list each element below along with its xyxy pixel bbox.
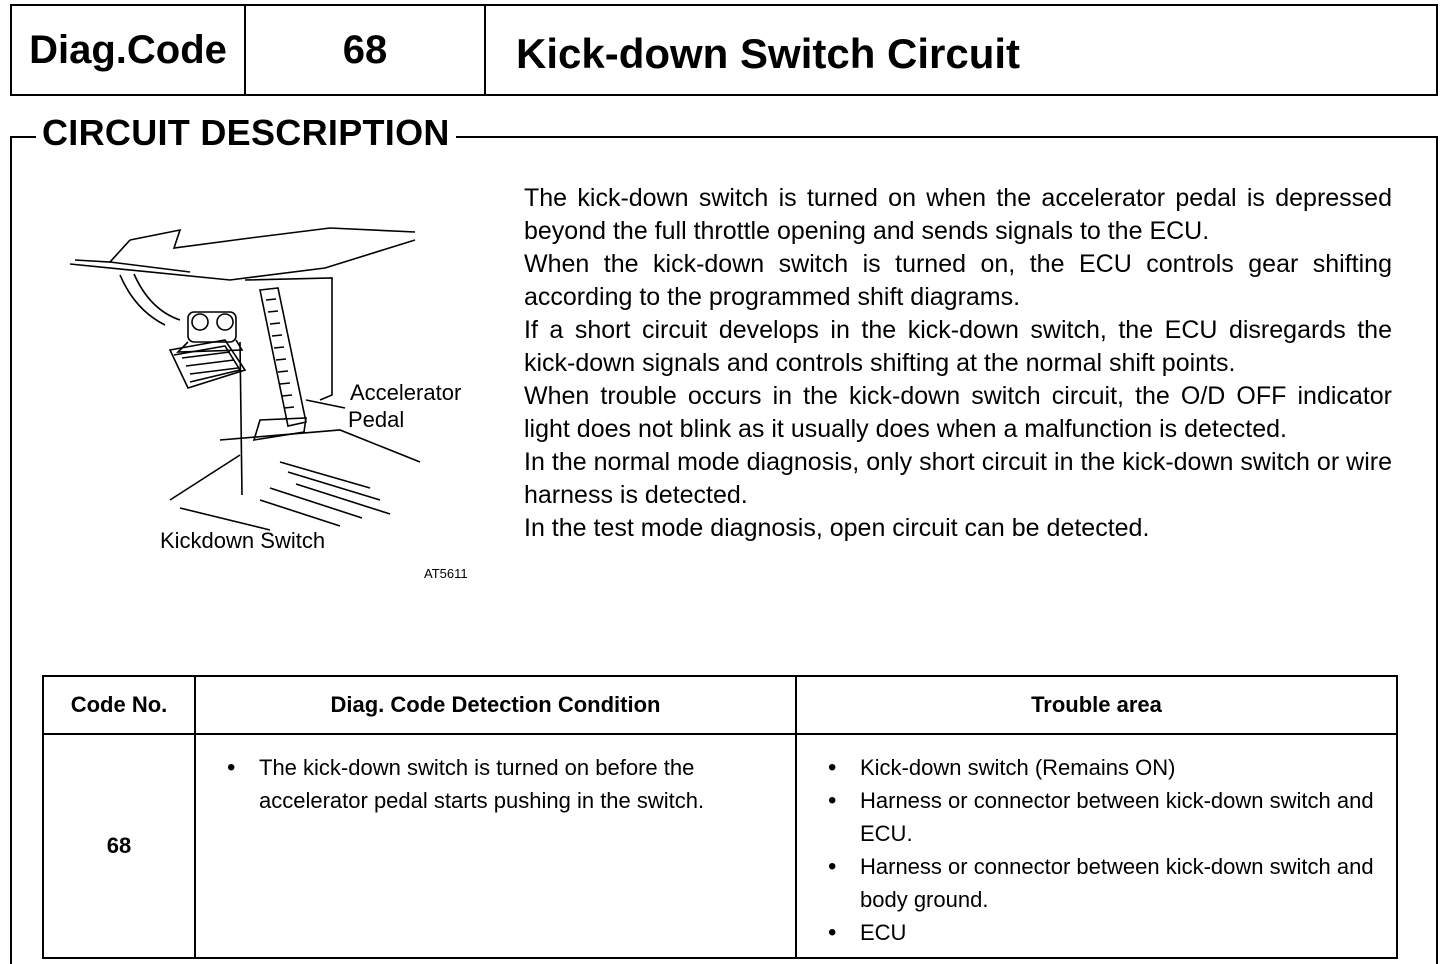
accelerator-label-line1: Accelerator	[350, 380, 462, 405]
column-header-code: Code No.	[43, 676, 195, 734]
trouble-list	[798, 751, 1395, 949]
description-paragraph: If a short circuit develops in the kick-down switch, the ECU disregards the kick-down signals and controls shifting at the normal shift points.	[524, 316, 1392, 377]
figure-id: AT5611	[424, 566, 468, 581]
trouble-item: • Kick-down switch (Remains ON)	[822, 751, 1395, 784]
diag-code-table	[42, 675, 1398, 959]
row-condition	[195, 734, 796, 958]
description-paragraph: When the kick-down switch is turned on, the ECU controls gear shifting according to the programmed shift diagrams.	[524, 250, 1392, 311]
diag-code-label: Diag.Code	[12, 6, 246, 94]
pedal-illustration	[70, 200, 490, 600]
page-title: Kick-down Switch Circuit	[516, 30, 1021, 77]
trouble-item: • Harness or connector between kick-down switch and ECU.	[822, 784, 1395, 850]
circuit-description-text	[524, 182, 1392, 545]
trouble-item: • Harness or connector between kick-down switch and body ground.	[822, 850, 1395, 916]
accelerator-label-line2: Pedal	[348, 407, 405, 432]
condition-list	[197, 751, 794, 817]
table-row	[43, 734, 1397, 958]
diag-code-header	[10, 4, 1438, 96]
section-title: CIRCUIT DESCRIPTION	[36, 112, 456, 154]
kickdown-switch-label: Kickdown Switch	[160, 528, 326, 553]
condition-item: • The kick-down switch is turned on before the accelerator pedal starts pushing in the switch.	[221, 751, 794, 817]
description-paragraph: In the test mode diagnosis, open circuit can be detected.	[524, 514, 1150, 542]
diag-code-number: 68	[246, 6, 486, 94]
table-header-row	[43, 676, 1397, 734]
row-code: 68	[43, 734, 195, 958]
row-trouble	[796, 734, 1397, 958]
column-header-trouble: Trouble area	[796, 676, 1397, 734]
description-paragraph: The kick-down switch is turned on when the accelerator pedal is depressed beyond the full throttle opening and sends signals to the ECU.	[524, 184, 1392, 245]
trouble-item: • ECU	[822, 916, 1395, 949]
description-paragraph: In the normal mode diagnosis, only short circuit in the kick-down switch or wire harness is detected.	[524, 448, 1392, 509]
column-header-condition: Diag. Code Detection Condition	[195, 676, 796, 734]
description-paragraph: When trouble occurs in the kick-down switch circuit, the O/D OFF indicator light does not blink as it usually does when a malfunction is detected.	[524, 382, 1392, 443]
